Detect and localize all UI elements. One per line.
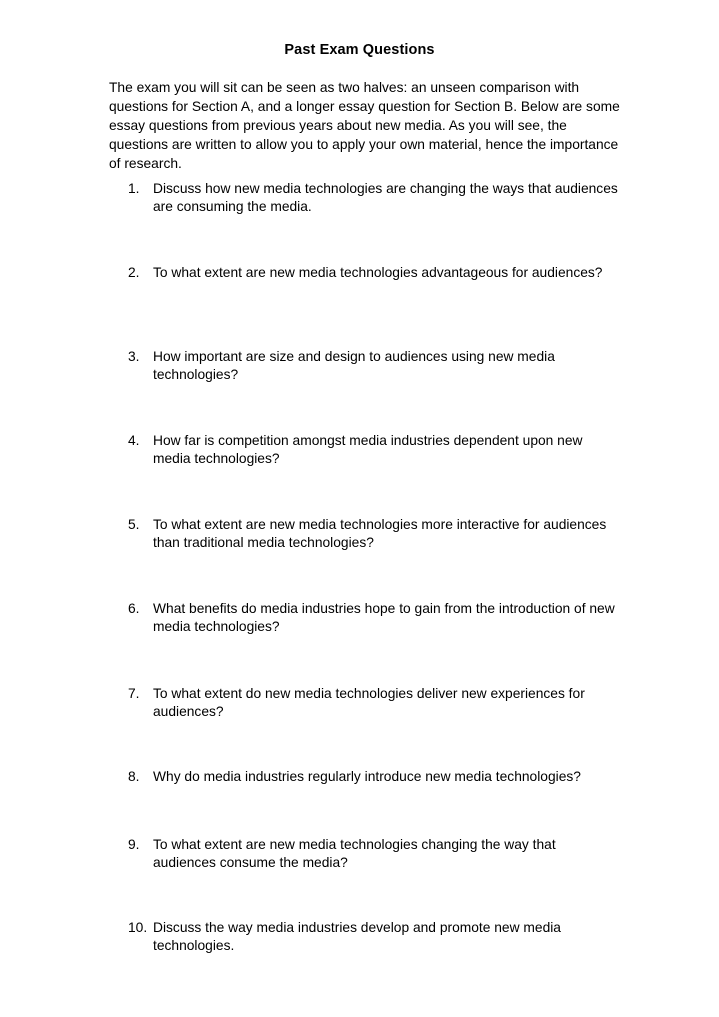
question-item [128,516,618,552]
question-number: 2. [128,265,140,280]
question-text: Why do media industries regularly introduce new media technologies? [153,769,581,784]
question-text: To what extent are new media technologies changing the way that audiences consume the media? [153,837,556,870]
question-text: What benefits do media industries hope to gain from the introduction of new media technologies? [153,601,615,634]
question-number: 5. [128,517,140,532]
question-item [128,180,618,216]
question-text: Discuss the way media industries develop and promote new media technologies. [153,920,561,953]
question-number: 7. [128,686,140,701]
question-item [128,432,618,468]
question-number: 8. [128,769,140,784]
question-number: 1. [128,181,140,196]
question-number: 4. [128,433,140,448]
question-number: 10. [128,920,148,935]
question-item [128,685,618,721]
question-item [128,836,618,872]
question-text: To what extent are new media technologies advantageous for audiences? [153,265,603,280]
question-text: Discuss how new media technologies are changing the ways that audiences are consuming the media. [153,181,618,214]
question-number: 3. [128,349,140,364]
question-item [128,768,618,786]
page-title: Past Exam Questions [284,42,435,58]
intro-paragraph: The exam you will sit can be seen as two halves: an unseen comparison with questions for Section A, and a longer essay question for Section B. Below are some essay questions from previous years about new media. As you will see, the questions are written to allow you to apply your own material, hence the importance of research. [109,80,620,171]
question-text: To what extent are new media technologies more interactive for audiences than traditional media technologies? [153,517,607,550]
question-text: To what extent do new media technologies deliver new experiences for audiences? [153,686,585,719]
question-item [128,264,618,282]
question-number: 6. [128,601,140,616]
question-item [128,348,618,384]
question-number: 9. [128,837,140,852]
question-text: How important are size and design to audiences using new media technologies? [153,349,555,382]
question-item [128,919,618,955]
question-item [128,600,618,636]
question-text: How far is competition amongst media industries dependent upon new media technologies? [153,433,583,466]
